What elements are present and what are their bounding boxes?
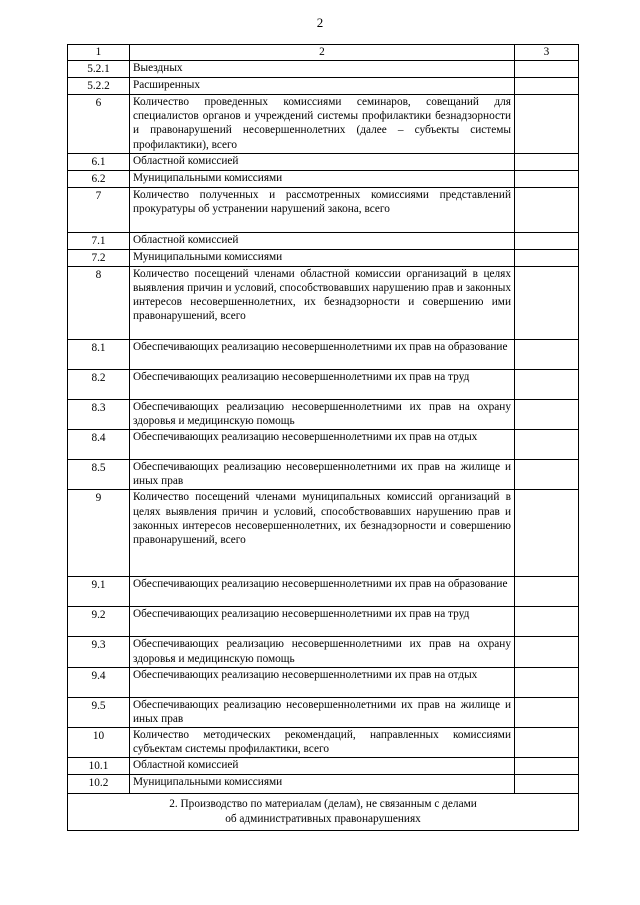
- row-number: 9: [68, 490, 130, 577]
- row-value-cell[interactable]: [515, 727, 579, 757]
- table-row: [68, 249, 579, 266]
- row-value-cell[interactable]: [515, 267, 579, 340]
- table-row: [68, 727, 579, 757]
- row-value-cell[interactable]: [515, 153, 579, 170]
- table-row: [68, 153, 579, 170]
- table-row: [68, 370, 579, 400]
- section-heading: [68, 794, 579, 831]
- row-number: 5.2.2: [68, 78, 130, 95]
- row-value-cell[interactable]: [515, 170, 579, 187]
- row-number: 9.3: [68, 637, 130, 667]
- page-number: 2: [316, 15, 324, 30]
- row-value-cell[interactable]: [515, 187, 579, 232]
- row-value-cell[interactable]: [515, 400, 579, 430]
- row-number: 6: [68, 95, 130, 153]
- row-indicator-text: Количество методических рекомендаций, направленных комиссиями субъектам системы профилактики, всего: [130, 727, 515, 757]
- row-indicator-text: Обеспечивающих реализацию несовершеннолетними их прав на охрану здоровья и медицинскую помощь: [130, 637, 515, 667]
- row-indicator-text: Областной комиссией: [130, 232, 515, 249]
- row-indicator-text: Обеспечивающих реализацию несовершеннолетними их прав на отдых: [130, 667, 515, 697]
- row-indicator-text: Выездных: [130, 61, 515, 78]
- row-indicator-text: Расширенных: [130, 78, 515, 95]
- row-indicator-text: Муниципальными комиссиями: [130, 249, 515, 266]
- column-header-value: 3: [515, 45, 579, 61]
- row-indicator-text: Областной комиссией: [130, 153, 515, 170]
- table-row: [68, 340, 579, 370]
- row-indicator-text: Областной комиссией: [130, 757, 515, 774]
- table-row: [68, 667, 579, 697]
- row-number: 8.5: [68, 460, 130, 490]
- table-row: [68, 187, 579, 232]
- row-value-cell[interactable]: [515, 370, 579, 400]
- row-value-cell[interactable]: [515, 232, 579, 249]
- row-number: 8.4: [68, 430, 130, 460]
- row-value-cell[interactable]: [515, 430, 579, 460]
- table-row: [68, 61, 579, 78]
- row-indicator-text: Количество посещений членами муниципальных комиссий организаций в целях выявления причин и условий, способствовавших нарушению прав и законных интересов несовершеннолетних, их безнадзорности и совершению правонарушений, всего: [130, 490, 515, 577]
- row-indicator-text: Обеспечивающих реализацию несовершеннолетними их прав на жилище и иных прав: [130, 460, 515, 490]
- row-number: 7.1: [68, 232, 130, 249]
- row-indicator-text: Обеспечивающих реализацию несовершеннолетними их прав на жилище и иных прав: [130, 697, 515, 727]
- row-indicator-text: Количество полученных и рассмотренных комиссиями представлений прокуратуры об устранении нарушений закона, всего: [130, 187, 515, 232]
- section-heading-line-1: 2. Производство по материалам (делам), не связанным с делами: [169, 798, 477, 811]
- column-header-name: 2: [130, 45, 515, 61]
- table-row: [68, 170, 579, 187]
- row-number: 9.2: [68, 607, 130, 637]
- table-row: [68, 400, 579, 430]
- row-indicator-text: Муниципальными комиссиями: [130, 775, 515, 794]
- row-number: 7.2: [68, 249, 130, 266]
- row-indicator-text: Муниципальными комиссиями: [130, 170, 515, 187]
- table-row: [68, 232, 579, 249]
- row-value-cell[interactable]: [515, 607, 579, 637]
- row-value-cell[interactable]: [515, 697, 579, 727]
- row-indicator-text: Количество проведенных комиссиями семинаров, совещаний для специалистов органов и учреждений системы профилактики безнадзорности и правонарушений несовершеннолетних (далее – субъекты системы профилактики), всего: [130, 95, 515, 153]
- row-number: 7: [68, 187, 130, 232]
- table-row: [68, 577, 579, 607]
- table-row: [68, 637, 579, 667]
- table-header-row: [68, 45, 579, 61]
- row-value-cell[interactable]: [515, 667, 579, 697]
- row-value-cell[interactable]: [515, 78, 579, 95]
- section-heading-row: [68, 794, 579, 831]
- row-number: 8.1: [68, 340, 130, 370]
- row-value-cell[interactable]: [515, 775, 579, 794]
- row-number: 10.2: [68, 775, 130, 794]
- row-value-cell[interactable]: [515, 340, 579, 370]
- row-number: 10: [68, 727, 130, 757]
- table-row: [68, 78, 579, 95]
- row-value-cell[interactable]: [515, 249, 579, 266]
- row-indicator-text: Обеспечивающих реализацию несовершеннолетними их прав на отдых: [130, 430, 515, 460]
- row-number: 10.1: [68, 757, 130, 774]
- row-value-cell[interactable]: [515, 490, 579, 577]
- row-number: 8.2: [68, 370, 130, 400]
- row-value-cell[interactable]: [515, 61, 579, 78]
- row-indicator-text: Обеспечивающих реализацию несовершеннолетними их прав на образование: [130, 340, 515, 370]
- row-indicator-text: Обеспечивающих реализацию несовершеннолетними их прав на охрану здоровья и медицинскую помощь: [130, 400, 515, 430]
- table-row: [68, 267, 579, 340]
- table-row: [68, 95, 579, 153]
- table-row: [68, 697, 579, 727]
- row-value-cell[interactable]: [515, 95, 579, 153]
- row-number: 6.2: [68, 170, 130, 187]
- row-number: 9.1: [68, 577, 130, 607]
- row-number: 8.3: [68, 400, 130, 430]
- table-row: [68, 430, 579, 460]
- row-number: 9.5: [68, 697, 130, 727]
- row-value-cell[interactable]: [515, 637, 579, 667]
- table-row: [68, 607, 579, 637]
- row-indicator-text: Обеспечивающих реализацию несовершеннолетними их прав на труд: [130, 370, 515, 400]
- row-value-cell[interactable]: [515, 460, 579, 490]
- row-indicator-text: Количество посещений членами областной комиссии организаций в целях выявления причин и условий, способствовавших нарушению прав и законных интересов несовершеннолетних, их безнадзорности и совершению ими правонарушений, всего: [130, 267, 515, 340]
- row-indicator-text: Обеспечивающих реализацию несовершеннолетними их прав на труд: [130, 607, 515, 637]
- row-indicator-text: Обеспечивающих реализацию несовершеннолетними их прав на образование: [130, 577, 515, 607]
- row-value-cell[interactable]: [515, 757, 579, 774]
- section-heading-line-2: об административных правонарушениях: [225, 813, 421, 826]
- row-value-cell[interactable]: [515, 577, 579, 607]
- column-header-number: 1: [68, 45, 130, 61]
- table-row: [68, 460, 579, 490]
- table-row: [68, 775, 579, 794]
- row-number: 5.2.1: [68, 61, 130, 78]
- table-row: [68, 490, 579, 577]
- table-row: [68, 757, 579, 774]
- row-number: 8: [68, 267, 130, 340]
- report-table: [67, 44, 579, 831]
- row-number: 9.4: [68, 667, 130, 697]
- row-number: 6.1: [68, 153, 130, 170]
